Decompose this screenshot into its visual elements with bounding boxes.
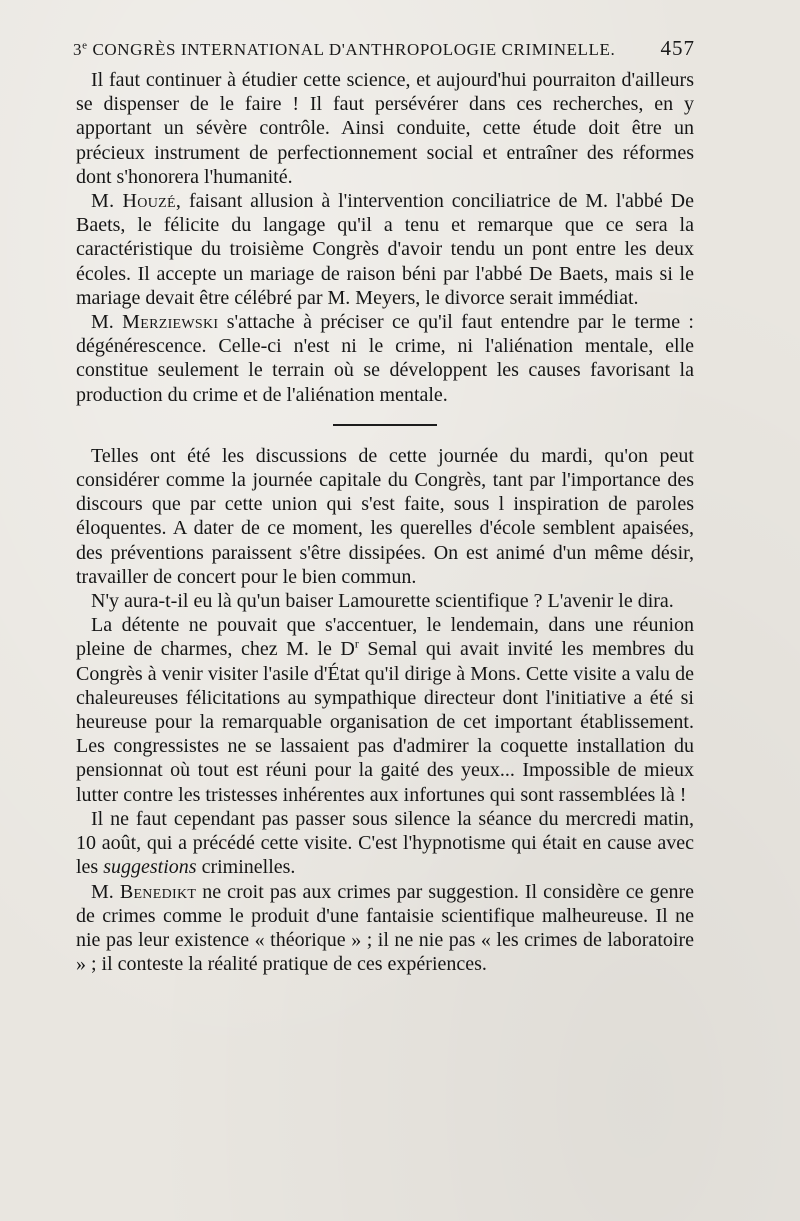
paragraph-text: criminelles. [196, 856, 296, 879]
header-title: CONGRÈS INTERNATIONAL D'ANTHROPOLOGIE CRIMINELLE. [92, 40, 616, 59]
paragraph: Il faut continuer à étudier cette science, et aujourd'hui pourraiton d'ailleurs se dispenser de le faire ! Il faut persévérer dans ces recherches, en y apportant un sévère contrôle. Ainsi conduite, cette étude doit être un précieux instrument de perfectionnement social et entraîner des réformes dont s'honorera l'humanité. [76, 69, 694, 188]
paragraph [76, 613, 694, 807]
paragraph [76, 880, 694, 977]
speaker-name: Merziewski [122, 311, 219, 334]
speaker-name: M. Houzé, [91, 190, 182, 213]
section-divider [333, 424, 437, 426]
superscript: r [354, 636, 359, 651]
congress-number: 3 [73, 40, 83, 59]
body-text [76, 68, 694, 976]
paragraph-text: s'attache à préciser ce qu'il faut entendre par le terme : dégénérescence. Celle-ci n'est ni le crime, ni l'aliénation mentale, elle constitue seulement le terrain où se développent les causes favorisant la production du crime et de l'aliénation mentale. [76, 311, 694, 406]
paragraph-text: faisant allusion à l'intervention conciliatrice de M. l'abbé De Baets, le félicite du langage qu'il a tenu et remarque que ce sera la caractéristique du troisième Congrès d'avoir tendu un pont entre les deux écoles. Il accepte un mariage de raison béni par l'abbé De Baets, mais si le mariage devait être célébré par M. Meyers, le divorce serait immédiat. [76, 190, 694, 309]
italic-term: suggestions [103, 856, 197, 879]
paragraph [76, 310, 694, 407]
paragraph [76, 189, 694, 310]
speaker-name: Benedikt [119, 880, 197, 903]
running-header [73, 36, 695, 62]
page-number: 457 [660, 36, 695, 60]
paragraph: Telles ont été les discussions de cette journée du mardi, qu'on peut considérer comme la journée capitale du Congrès, tant par l'importance des discours que par cette union qui s'est faite, sous l inspiration de paroles éloquentes. A dater de ce moment, les querelles d'école semblent apaisées, des préventions paraissent s'être dissipées. On est animé d'un même désir, travailler de concert pour le bien commun. [76, 444, 694, 588]
paragraph-text: Semal qui avait invité les membres du Congrès à venir visiter l'asile d'État qu'il dirige à Mons. Cette visite a valu de chaleureuses félicitations au sympathique directeur dont l'initiative a été si heureuse pour la remarquable organisation de cet important établissement. Les congressistes ne se lassaient pas d'admirer la coquette installation du pensionnat où tout est réuni pour la gaité des yeux... Impossible de mieux lutter contre les tristesses inhérentes aux infortunes qui sont rassemblées là ! [76, 638, 694, 806]
paragraph-text: La détente ne pouvait que s'accentuer, le lendemain, dans une réunion pleine de charmes, chez M. le D [76, 614, 694, 661]
paragraph: N'y aura-t-il eu là qu'un baiser Lamourette scientifique ? L'avenir le dira. [91, 590, 674, 613]
paragraph-text: Il ne faut cependant pas passer sous silence la séance du mercredi matin, 10 août, qui a précédé cette visite. C'est l'hypnotisme qui était en cause avec les [76, 807, 694, 879]
running-title [73, 40, 615, 60]
paragraph-text: ne croit pas aux crimes par suggestion. Il considère ce genre de crimes comme le produit d'une fantaisie scientifique malheureuse. Il ne nie pas leur existence « théorique » ; il ne nie pas « les crimes de laboratoire » ; il conteste la réalité pratique de ces expériences. [76, 880, 694, 976]
ordinal-suffix: e [82, 39, 88, 52]
speaker-prefix: M. [91, 311, 123, 334]
speaker-prefix: M. [91, 880, 120, 903]
paragraph [76, 807, 694, 880]
